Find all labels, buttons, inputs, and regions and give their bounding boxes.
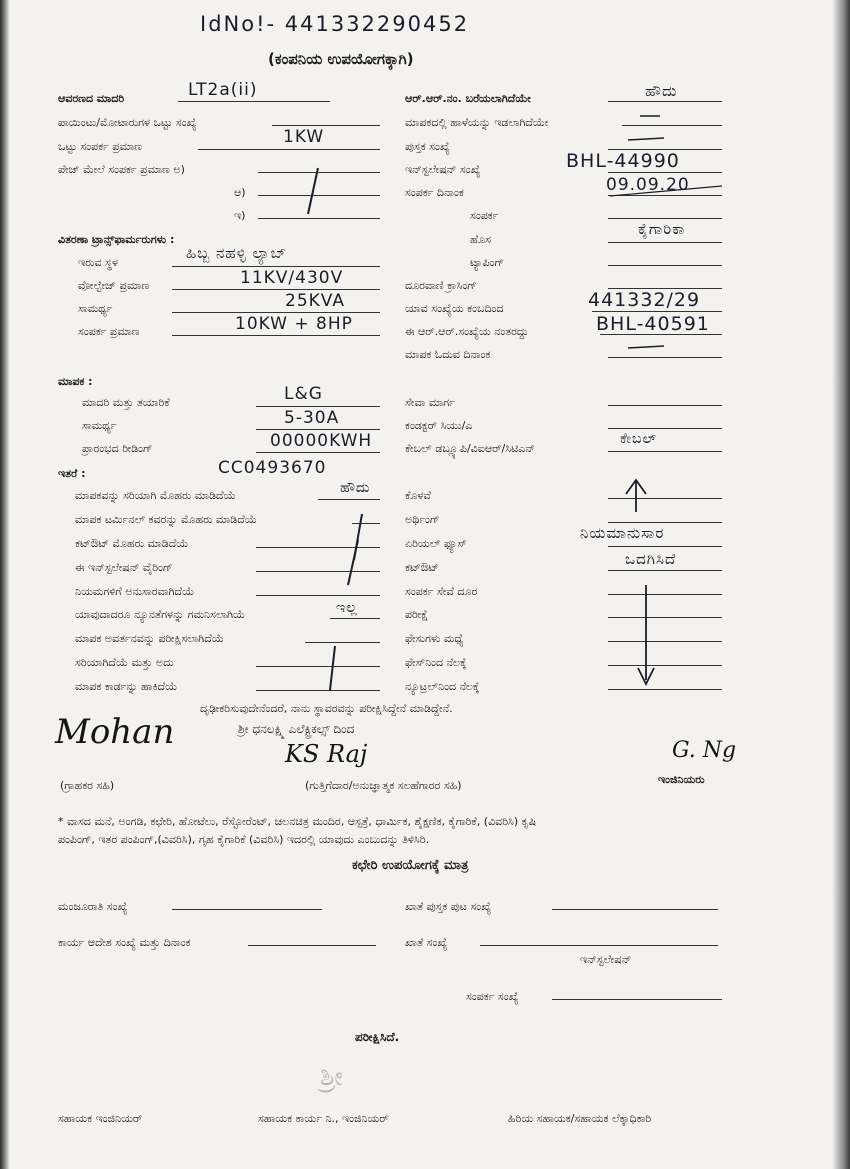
book-label: ಪುಸ್ತಕ ಸಂಖ್ಯೆ xyxy=(405,140,450,153)
page-load-c: ಇ) xyxy=(234,209,246,222)
reading-date-label: ಮಾಪಕ ಓದುವ ದಿನಾಂಕ xyxy=(405,348,491,361)
initial-reading-value: 00000KWH xyxy=(270,431,373,451)
date-value: 09.09.20 xyxy=(606,175,690,195)
sealed-value: ಹೌದು xyxy=(340,480,371,496)
declaration-text: ದೃಢೀಕರಿಸುವುದೇನೆಂದರೆ, ನಾನು ಸ್ಥಾವರವನ್ನು ಪರೀಕ್ಷಿಸಿದ್ದೇನೆ ಮಾಡಿದ್ದೇನೆ. xyxy=(200,702,453,715)
phases-label: ಫೇಸುಗಳು ಮಧ್ಯೆ xyxy=(405,632,464,645)
conn-load-label: ಸಂಪರ್ಕ ಪ್ರಮಾಣ xyxy=(78,325,140,338)
asst-engineer-label: ಸಹಾಯಕ ಇಂಜಿನಿಯರ್ xyxy=(58,1112,143,1125)
model-value: LT2a(ii) xyxy=(188,80,258,100)
ledger-label: ಖಾತೆ ಪುಸ್ತಕ ಪುಟ ಸಂಖ್ಯೆ xyxy=(405,900,492,913)
work-order-label: ಕಾರ್ಯ ಆದೇಶ ಸಂಖ್ಯೆ ಮತ್ತು ದಿನಾಂಕ xyxy=(58,936,191,949)
tapping-label: ಟ್ಯಾಪಿಂಗ್ xyxy=(470,256,505,269)
orientation-label: ಮಾಪಕ ಅವರ್ತನವನ್ನು ಪರೀಕ್ಷಿಸಲಾಗಿದೆಯೆ xyxy=(75,632,224,645)
others-title: ಇತರೆ : xyxy=(58,467,86,480)
make-label: ಮಾದರಿ ಮತ್ತು ತಯಾರಿಕೆ xyxy=(82,396,170,409)
card-label: ಮಾಪಕ ಕಾರ್ಡನ್ನು ಹಾಕಿದೆಯೆ xyxy=(75,680,178,693)
pole-value: 441332/29 xyxy=(588,289,701,311)
connection-label: ಸಂಪರ್ಕ xyxy=(470,209,499,222)
engineer-sign-label: ಇಂಜಿನಿಯರು xyxy=(658,773,705,786)
account-label: ಖಾತೆ ಸಂಖ್ಯೆ xyxy=(405,936,448,949)
model-label: ಆವರಣದ ಮಾದರಿ xyxy=(58,92,125,105)
contractor-signature: KS Raj xyxy=(285,740,368,768)
wiring-label: ಈ ಇನ್‌ಸ್ಟಲೇಷನ್ ವೈರಿಂಗ್ xyxy=(75,561,173,574)
telephone-label: ದೂರವಾಣಿ ಕ್ರಾಸಿಂಗ್ xyxy=(405,279,477,292)
connection-no-line xyxy=(552,999,722,1000)
page-load-label: ಪೇಜ್ ಮೇಲೆ ಸಂಪರ್ಕ ಪ್ರಮಾಣ ಅ) xyxy=(58,163,185,176)
work-order-line xyxy=(248,945,376,946)
neutral-earth-label: ನ್ಯೂಟ್ರಲ್‌ನಿಂದ ನೆಲಕ್ಕೆ xyxy=(405,680,480,693)
service-dist-label: ಸಂಪರ್ಕ ಸೇವೆ ದೂರ xyxy=(405,585,478,598)
consumer-signature: Mohan xyxy=(55,712,175,752)
footnote-line-2: ಪಂಪಿಂಗ್, ಇತರ ಪಂಪಿಂಗ್,(ವಿವರಿಸಿ), ಗೃಹ ಕೈಗಾರಿಕೆ (ವಿವರಿಸಿ) ಇದರಲ್ಲಿ ಯಾವುದು ಎಂಬುದನ್ನು ತಿಳಿಸಿರಿ. xyxy=(58,833,430,846)
cutout-label: ಕಟ್‌ಔಟ್ ಮೊಹರು ಮಾಡಿದೆಯೆ xyxy=(75,537,189,550)
pole-height-label: ಕೊಳವೆ xyxy=(405,489,431,502)
faint-stamp-bleed: ಶ್ರೀ xyxy=(320,1062,343,1092)
cutout-right-value: ಒದಗಿಸಿದೆ xyxy=(625,550,677,568)
rules-label: ನಿಯಮಗಳಿಗೆ ಅನುಸಾರವಾಗಿದೆಯೆ xyxy=(75,585,195,598)
location-label: ಇರುವ ಸ್ಥಳ xyxy=(78,256,118,269)
office-title: ಕಛೇರಿ ಉಪಯೋಗಕ್ಕೆ ಮಾತ್ರ xyxy=(352,858,469,873)
installation-label: ಇನ್‌ಸ್ಟಲೇಷನ್ ಸಂಖ್ಯೆ xyxy=(405,163,481,176)
make-value: L&G xyxy=(284,384,323,404)
meter-capacity-value: 5-30A xyxy=(284,408,340,428)
asst-exec-engineer-label: ಸಹಾಯಕ ಕಾರ್ಯ ನಿ., ಇಂಜಿನಿಯರ್ xyxy=(258,1112,389,1125)
voltage-label: ವೋಲ್ಟೇಜ್ ಪ್ರಮಾಣ xyxy=(78,279,150,292)
meter-serial-value: CC0493670 xyxy=(218,458,327,478)
rr-value: ಹೌದು xyxy=(645,82,678,100)
meter-title: ಮಾಪಕ : xyxy=(58,375,93,388)
terminal-label: ಮಾಪಕ ಟರ್ಮಿನಲ್ ಕವರನ್ನು ಮೊಹರು ಮಾಡಿದೆಯೆ xyxy=(75,513,257,526)
after-rr-label: ಈ ಆರ್.ಆರ್.ಸಂಖ್ಯೆಯ ನಂತರದ್ದು xyxy=(405,325,529,338)
total-load-value: 1KW xyxy=(283,127,325,147)
capacity-label: ಸಾಮರ್ಥ್ಯ xyxy=(78,302,113,315)
conductor-label: ಕಂಡಕ್ಟರ್ ಸಿಯು/ಎ xyxy=(405,419,473,432)
account-line xyxy=(480,945,718,946)
aerial-fuse-value: ನಿಯಮಾನುಸಾರ xyxy=(580,524,665,542)
connection-no-label: ಸಂಪರ್ಕ ಸಂಖ್ಯೆ xyxy=(466,990,519,1003)
cutout-right-label: ಕಟ್‌ಔಟ್ xyxy=(405,561,439,574)
correct-label: ಸರಿಯಾಗಿದೆಯೆ ಮತ್ತು ಅದು xyxy=(75,656,174,669)
defects-value: ಇಲ್ಲ xyxy=(336,600,358,616)
total-load-label: ಒಟ್ಟು ಸಂಪರ್ಕ ಪ್ರಮಾಣ xyxy=(58,140,142,153)
sanction-line xyxy=(172,909,322,910)
capacity-value: 25KVA xyxy=(285,291,345,311)
conn-load-value: 10KW + 8HP xyxy=(235,314,353,334)
footnote-line-1: * ವಾಸದ ಮನೆ, ಅಂಗಡಿ, ಕಛೇರಿ, ಹೋಟೆಲು, ರೆಸ್ಟೋರೆಂಟ್, ಚಲನಚಿತ್ರ ಮಂದಿರ, ಆಸ್ಪತ್ರೆ, ಧಾರ್ಮಿಕ, ಶೈಕ್ಷಣಿಕ, ಕೈಗಾರಿಕೆ, (ವಿವರಿಸಿ) ಕೃಷಿ xyxy=(58,815,537,828)
consumer-sign-label: (ಗ್ರಾಹಕರ ಸಹಿ) xyxy=(60,779,115,792)
points-label: ಪಾಯಿಂಟು/ಮೋಟಾರುಗಳ ಒಟ್ಟು ಸಂಖ್ಯೆ xyxy=(58,116,197,129)
date-label: ಸಂಪರ್ಕ ದಿನಾಂಕ xyxy=(405,186,464,199)
transformers-title: ವಿತರಣಾ ಟ್ರಾನ್ಸ್‌ಫಾರ್ಮರುಗಳು : xyxy=(58,233,175,246)
pole-label: ಯಾವ ಸಂಖ್ಯೆಯ ಕಂಬದಿಂದ xyxy=(405,302,504,315)
service-route-label: ಸೇವಾ ಮಾರ್ಗ xyxy=(405,396,455,409)
new-label: ಹೊಸ xyxy=(470,233,491,246)
initial-reading-label: ಪ್ರಾರಂಭದ ರೀಡಿಂಗ್ xyxy=(82,442,153,455)
ledger-line xyxy=(552,909,718,910)
page-load-b: ಆ) xyxy=(234,186,246,199)
earthing-label: ಅರ್ಥಿಂಗ್ xyxy=(405,513,440,526)
after-rr-value: BHL-40591 xyxy=(596,313,710,335)
defects-label: ಯಾವುದಾದರೂ ನ್ಯೂನತೆಗಳನ್ನು ಗಮನಿಸಲಾಗಿಯೆ xyxy=(75,608,246,621)
test-label: ಪರೀಕ್ಷೆ xyxy=(405,608,429,621)
sanction-label: ಮಂಜೂರಾತಿ ಸಂಖ್ಯೆ xyxy=(58,900,128,913)
handwritten-note: ಶ್ರೀ ಧನಲಕ್ಷ್ಮಿ ಎಲೆಕ್ಟ್ರಿಕಲ್ಸ್ ದಿಂದ xyxy=(238,722,355,736)
location-value: ಹಿಬ್ಬ ನಹಳ್ಳಿ ಲ್ಯಾಬ್ xyxy=(186,244,287,262)
company-use-title: (ಕಂಪನಿಯ ಉಪಯೋಗಕ್ಕಾಗಿ) xyxy=(268,50,414,68)
meter-capacity-label: ಸಾಮರ್ಥ್ಯ xyxy=(82,419,117,432)
voltage-value: 11KV/430V xyxy=(240,268,344,288)
contractor-sign-label: (ಗುತ್ತಿಗೆದಾರ/ಅನುಜ್ಞಾತ್ಮಕ ಸಲಹೆಗಾರರ ಸಹಿ) xyxy=(305,779,462,792)
aerial-fuse-label: ಏರಿಯಲ್ ಫ್ಯೂಸ್ xyxy=(405,537,467,550)
phase-earth-label: ಫೇಸ್‌ನಿಂದ ನೆಲಕ್ಕೆ xyxy=(405,656,467,669)
cable-value: ಕೇಬಲ್ xyxy=(620,431,657,447)
new-value: ಕೈಗಾರಿಕಾ xyxy=(638,220,686,238)
rr-label: ಆರ್.ಆರ್.ನಂ. ಬರೆಯಲಾಗಿದೆಯೇ xyxy=(405,92,531,105)
cable-label: ಕೇಬಲ್ ಡಬ್ಲ್ಯೂಪಿ/ವಿಐಆರ್/ಸಿಟಿಎನ್ xyxy=(405,442,536,455)
installation-value: BHL-44990 xyxy=(566,150,680,172)
checked-label: ಪರೀಕ್ಷಿಸಿದೆ. xyxy=(355,1030,400,1044)
sealed-label: ಮಾಪಕವನ್ನು ಸರಿಯಾಗಿ ಮೊಹರು ಮಾಡಿದೆಯೆ xyxy=(75,489,236,502)
office-installation-label: ಇನ್‌ಸ್ಟಲೇಷನ್ xyxy=(580,953,632,966)
engineer-signature: G. Ng xyxy=(672,738,737,763)
register-label: ಮಾಪಕದಲ್ಲಿ ಹಾಳೆಯನ್ನು ಇಡಲಾಗಿದೆಯೇ xyxy=(405,116,549,129)
accounts-officer-label: ಹಿರಿಯ ಸಹಾಯಕ/ಸಹಾಯಕ ಲೆಕ್ಕಾಧಿಕಾರಿ xyxy=(508,1112,652,1125)
id-number: IdNo!- 441332290452 xyxy=(200,12,470,36)
